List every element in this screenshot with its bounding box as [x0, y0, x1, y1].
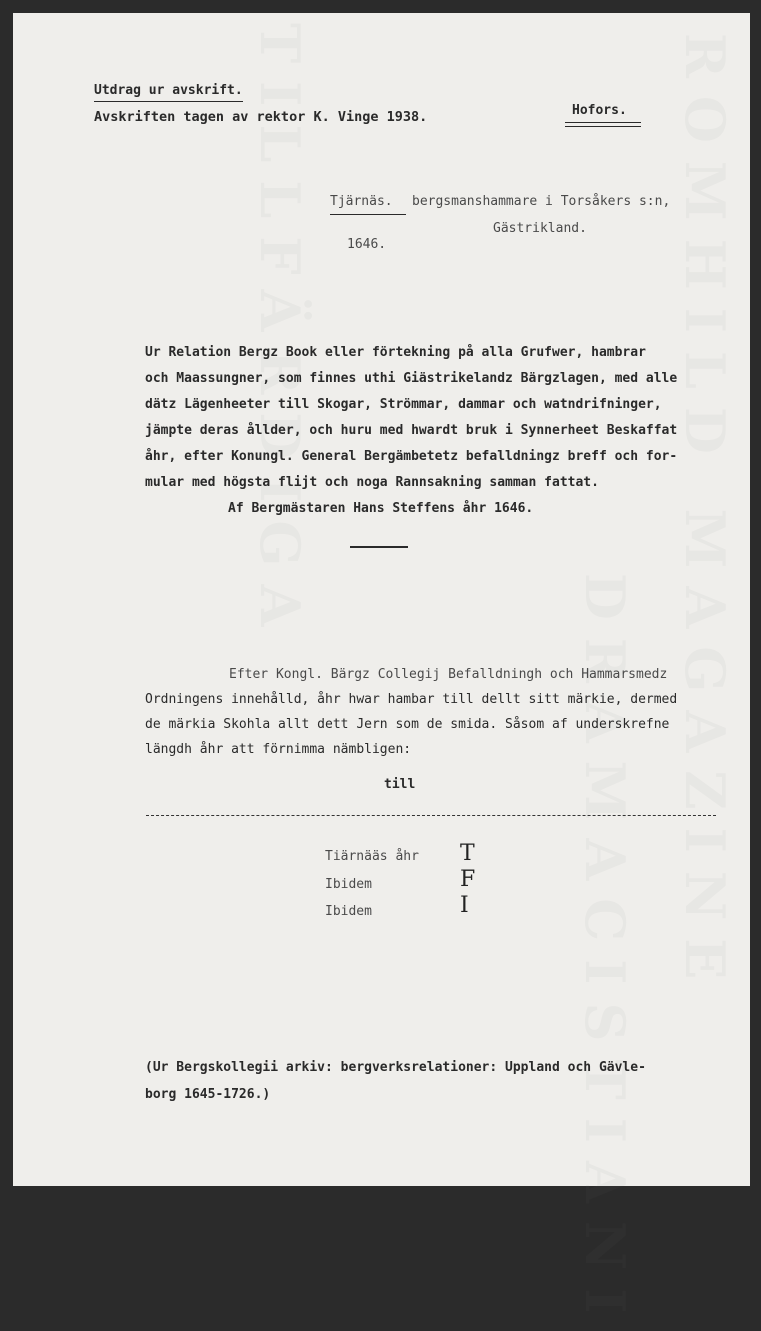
location-year: 1646. — [347, 237, 387, 252]
intro-line: och Maassungner, som finnes uthi Giästrikelandz Bärgzlagen, med alle — [145, 371, 678, 386]
body-line: de märkia Skohla allt dett Jern som de smida. Såsom af underskrefne — [145, 717, 670, 732]
mark-glyph-i: I — [460, 893, 469, 918]
till-label: till — [384, 777, 416, 792]
intro-line: mular med högsta flijt och noga Rannsakning samman fattat. — [145, 475, 599, 490]
mark-label: Ibidem — [325, 904, 372, 919]
place-heading: Hofors. — [572, 103, 627, 118]
bleed-through-text-2: DRAMACISTIANI — [573, 573, 637, 1331]
body-line: Efter Kongl. Bärgz Collegij Befalldningh och Hammarsmedz — [229, 667, 668, 682]
mark-label: Ibidem — [325, 877, 372, 892]
place-underline-2 — [565, 126, 641, 127]
document-page — [13, 13, 750, 1331]
intro-line: jämpte deras ållder, och huru med hwardt bruk i Synnerheet Beskaffat — [145, 423, 678, 438]
section-divider — [350, 546, 408, 548]
bleed-through-text: ROMHILD MAGAZINE — [673, 33, 737, 998]
intro-line: Af Bergmästaren Hans Steffens åhr 1646. — [228, 501, 534, 516]
body-line: Ordningens innehålld, åhr hwar hambar till dellt sitt märkie, dermed — [145, 692, 678, 707]
source-note-line: borg 1645-1726.) — [145, 1087, 271, 1102]
intro-line: dätz Lägenheeter till Skogar, Strömmar, dammar och watndrifninger, — [145, 397, 662, 412]
location-region: Gästrikland. — [493, 221, 587, 236]
location-underline — [330, 214, 406, 215]
subheading: Avskriften tagen av rektor K. Vinge 1938. — [94, 109, 428, 125]
bleed-through-text-3: TILLFÄRDIGA — [248, 23, 312, 645]
body-line: längdh åhr att förnimma nämbligen: — [145, 742, 412, 757]
intro-line: Ur Relation Bergz Book eller förtekning på alla Grufwer, hambrar — [145, 345, 646, 360]
intro-line: åhr, efter Konungl. General Bergämbetetz befalldningz breff och for- — [145, 449, 678, 464]
mark-label: Tiärnääs åhr — [325, 849, 419, 864]
mark-glyph-t: T — [460, 841, 475, 866]
dashed-separator — [146, 815, 716, 816]
source-note-line: (Ur Bergskollegii arkiv: bergverksrelationer: Uppland och Gävle- — [145, 1060, 646, 1075]
mark-glyph-f: F — [460, 867, 476, 892]
location-name: Tjärnäs. — [330, 194, 393, 209]
location-description: bergsmanshammare i Torsåkers s:n, — [412, 194, 671, 209]
place-underline-1 — [565, 122, 641, 123]
heading: Utdrag ur avskrift. — [94, 82, 243, 102]
